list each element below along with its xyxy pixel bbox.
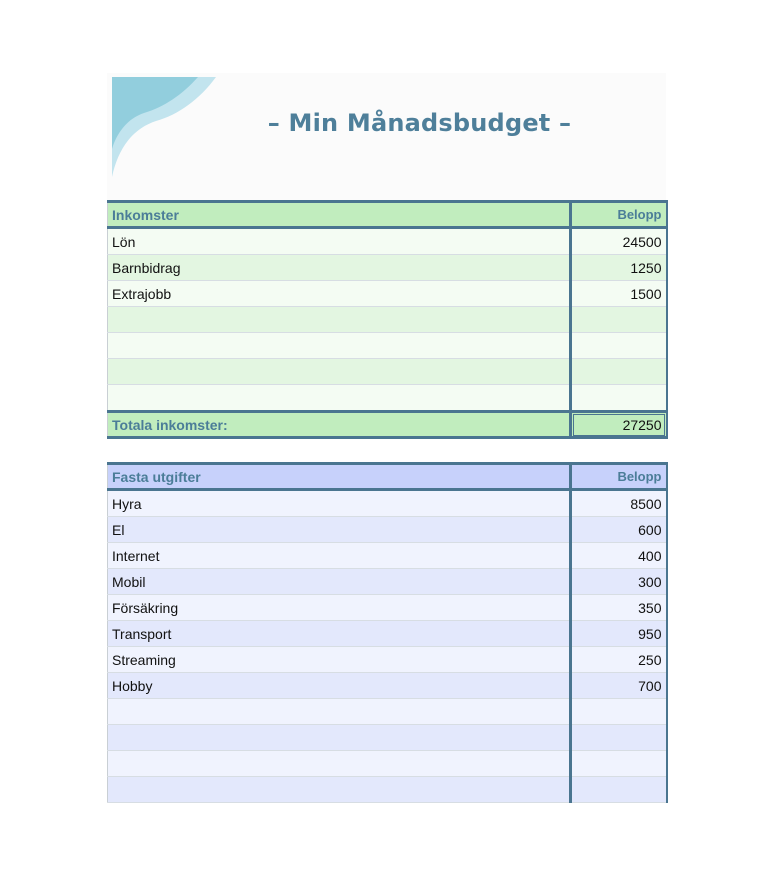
expense-row xyxy=(108,517,667,543)
income-label-cell[interactable]: Lön xyxy=(108,228,571,255)
expense-row xyxy=(108,490,667,517)
income-total-label: Totala inkomster: xyxy=(108,412,571,438)
expense-label-cell[interactable]: Hobby xyxy=(108,673,571,699)
expense-amount-cell[interactable]: 950 xyxy=(571,621,667,647)
budget-sheet xyxy=(107,73,666,803)
expense-label-cell[interactable] xyxy=(108,699,571,725)
expense-amount-cell[interactable]: 300 xyxy=(571,569,667,595)
expense-amount-cell[interactable] xyxy=(571,699,667,725)
expense-amount-cell[interactable] xyxy=(571,751,667,777)
income-amount-cell[interactable] xyxy=(571,385,667,412)
income-amount-cell[interactable]: 1500 xyxy=(571,281,667,307)
income-amount-cell[interactable]: 1250 xyxy=(571,255,667,281)
income-total-amount[interactable]: 27250 xyxy=(571,412,667,438)
expense-row xyxy=(108,751,667,777)
expense-label-cell[interactable] xyxy=(108,751,571,777)
expenses-header-row xyxy=(108,464,667,490)
income-label-cell[interactable]: Barnbidrag xyxy=(108,255,571,281)
expense-row xyxy=(108,777,667,803)
income-row xyxy=(108,385,667,412)
expense-amount-cell[interactable]: 8500 xyxy=(571,490,667,517)
expense-amount-cell[interactable]: 700 xyxy=(571,673,667,699)
expense-amount-cell[interactable]: 400 xyxy=(571,543,667,569)
expense-row xyxy=(108,569,667,595)
expenses-table xyxy=(107,462,668,803)
expense-label-cell[interactable]: Försäkring xyxy=(108,595,571,621)
expense-amount-cell[interactable] xyxy=(571,777,667,803)
income-amount-cell[interactable]: 24500 xyxy=(571,228,667,255)
income-total-row xyxy=(108,412,667,438)
income-label-cell[interactable]: Extrajobb xyxy=(108,281,571,307)
income-row xyxy=(108,307,667,333)
expense-row xyxy=(108,699,667,725)
expense-row xyxy=(108,673,667,699)
expense-label-cell[interactable] xyxy=(108,777,571,803)
expense-row xyxy=(108,725,667,751)
income-label-cell[interactable] xyxy=(108,359,571,385)
income-header-amount: Belopp xyxy=(571,202,667,228)
sheet-header xyxy=(107,73,666,200)
page-title: – Min Månadsbudget – xyxy=(267,109,572,137)
income-label-cell[interactable] xyxy=(108,385,571,412)
income-header-row xyxy=(108,202,667,228)
expenses-header-amount: Belopp xyxy=(571,464,667,490)
income-amount-cell[interactable] xyxy=(571,333,667,359)
expenses-header-label: Fasta utgifter xyxy=(108,464,571,490)
income-table xyxy=(107,200,668,439)
expense-amount-cell[interactable]: 250 xyxy=(571,647,667,673)
expense-row xyxy=(108,543,667,569)
expense-label-cell[interactable]: Transport xyxy=(108,621,571,647)
expense-label-cell[interactable]: Streaming xyxy=(108,647,571,673)
expense-amount-cell[interactable] xyxy=(571,725,667,751)
expense-label-cell[interactable]: Mobil xyxy=(108,569,571,595)
income-row xyxy=(108,228,667,255)
expense-label-cell[interactable]: Internet xyxy=(108,543,571,569)
income-amount-cell[interactable] xyxy=(571,359,667,385)
income-label-cell[interactable] xyxy=(108,307,571,333)
income-label-cell[interactable] xyxy=(108,333,571,359)
income-amount-cell[interactable] xyxy=(571,307,667,333)
expense-row xyxy=(108,621,667,647)
expense-amount-cell[interactable]: 600 xyxy=(571,517,667,543)
expense-amount-cell[interactable]: 350 xyxy=(571,595,667,621)
income-header-label: Inkomster xyxy=(108,202,571,228)
expense-row xyxy=(108,595,667,621)
income-row xyxy=(108,359,667,385)
income-row xyxy=(108,281,667,307)
expense-label-cell[interactable]: Hyra xyxy=(108,490,571,517)
expense-label-cell[interactable] xyxy=(108,725,571,751)
expense-label-cell[interactable]: El xyxy=(108,517,571,543)
expense-row xyxy=(108,647,667,673)
income-row xyxy=(108,255,667,281)
income-row xyxy=(108,333,667,359)
